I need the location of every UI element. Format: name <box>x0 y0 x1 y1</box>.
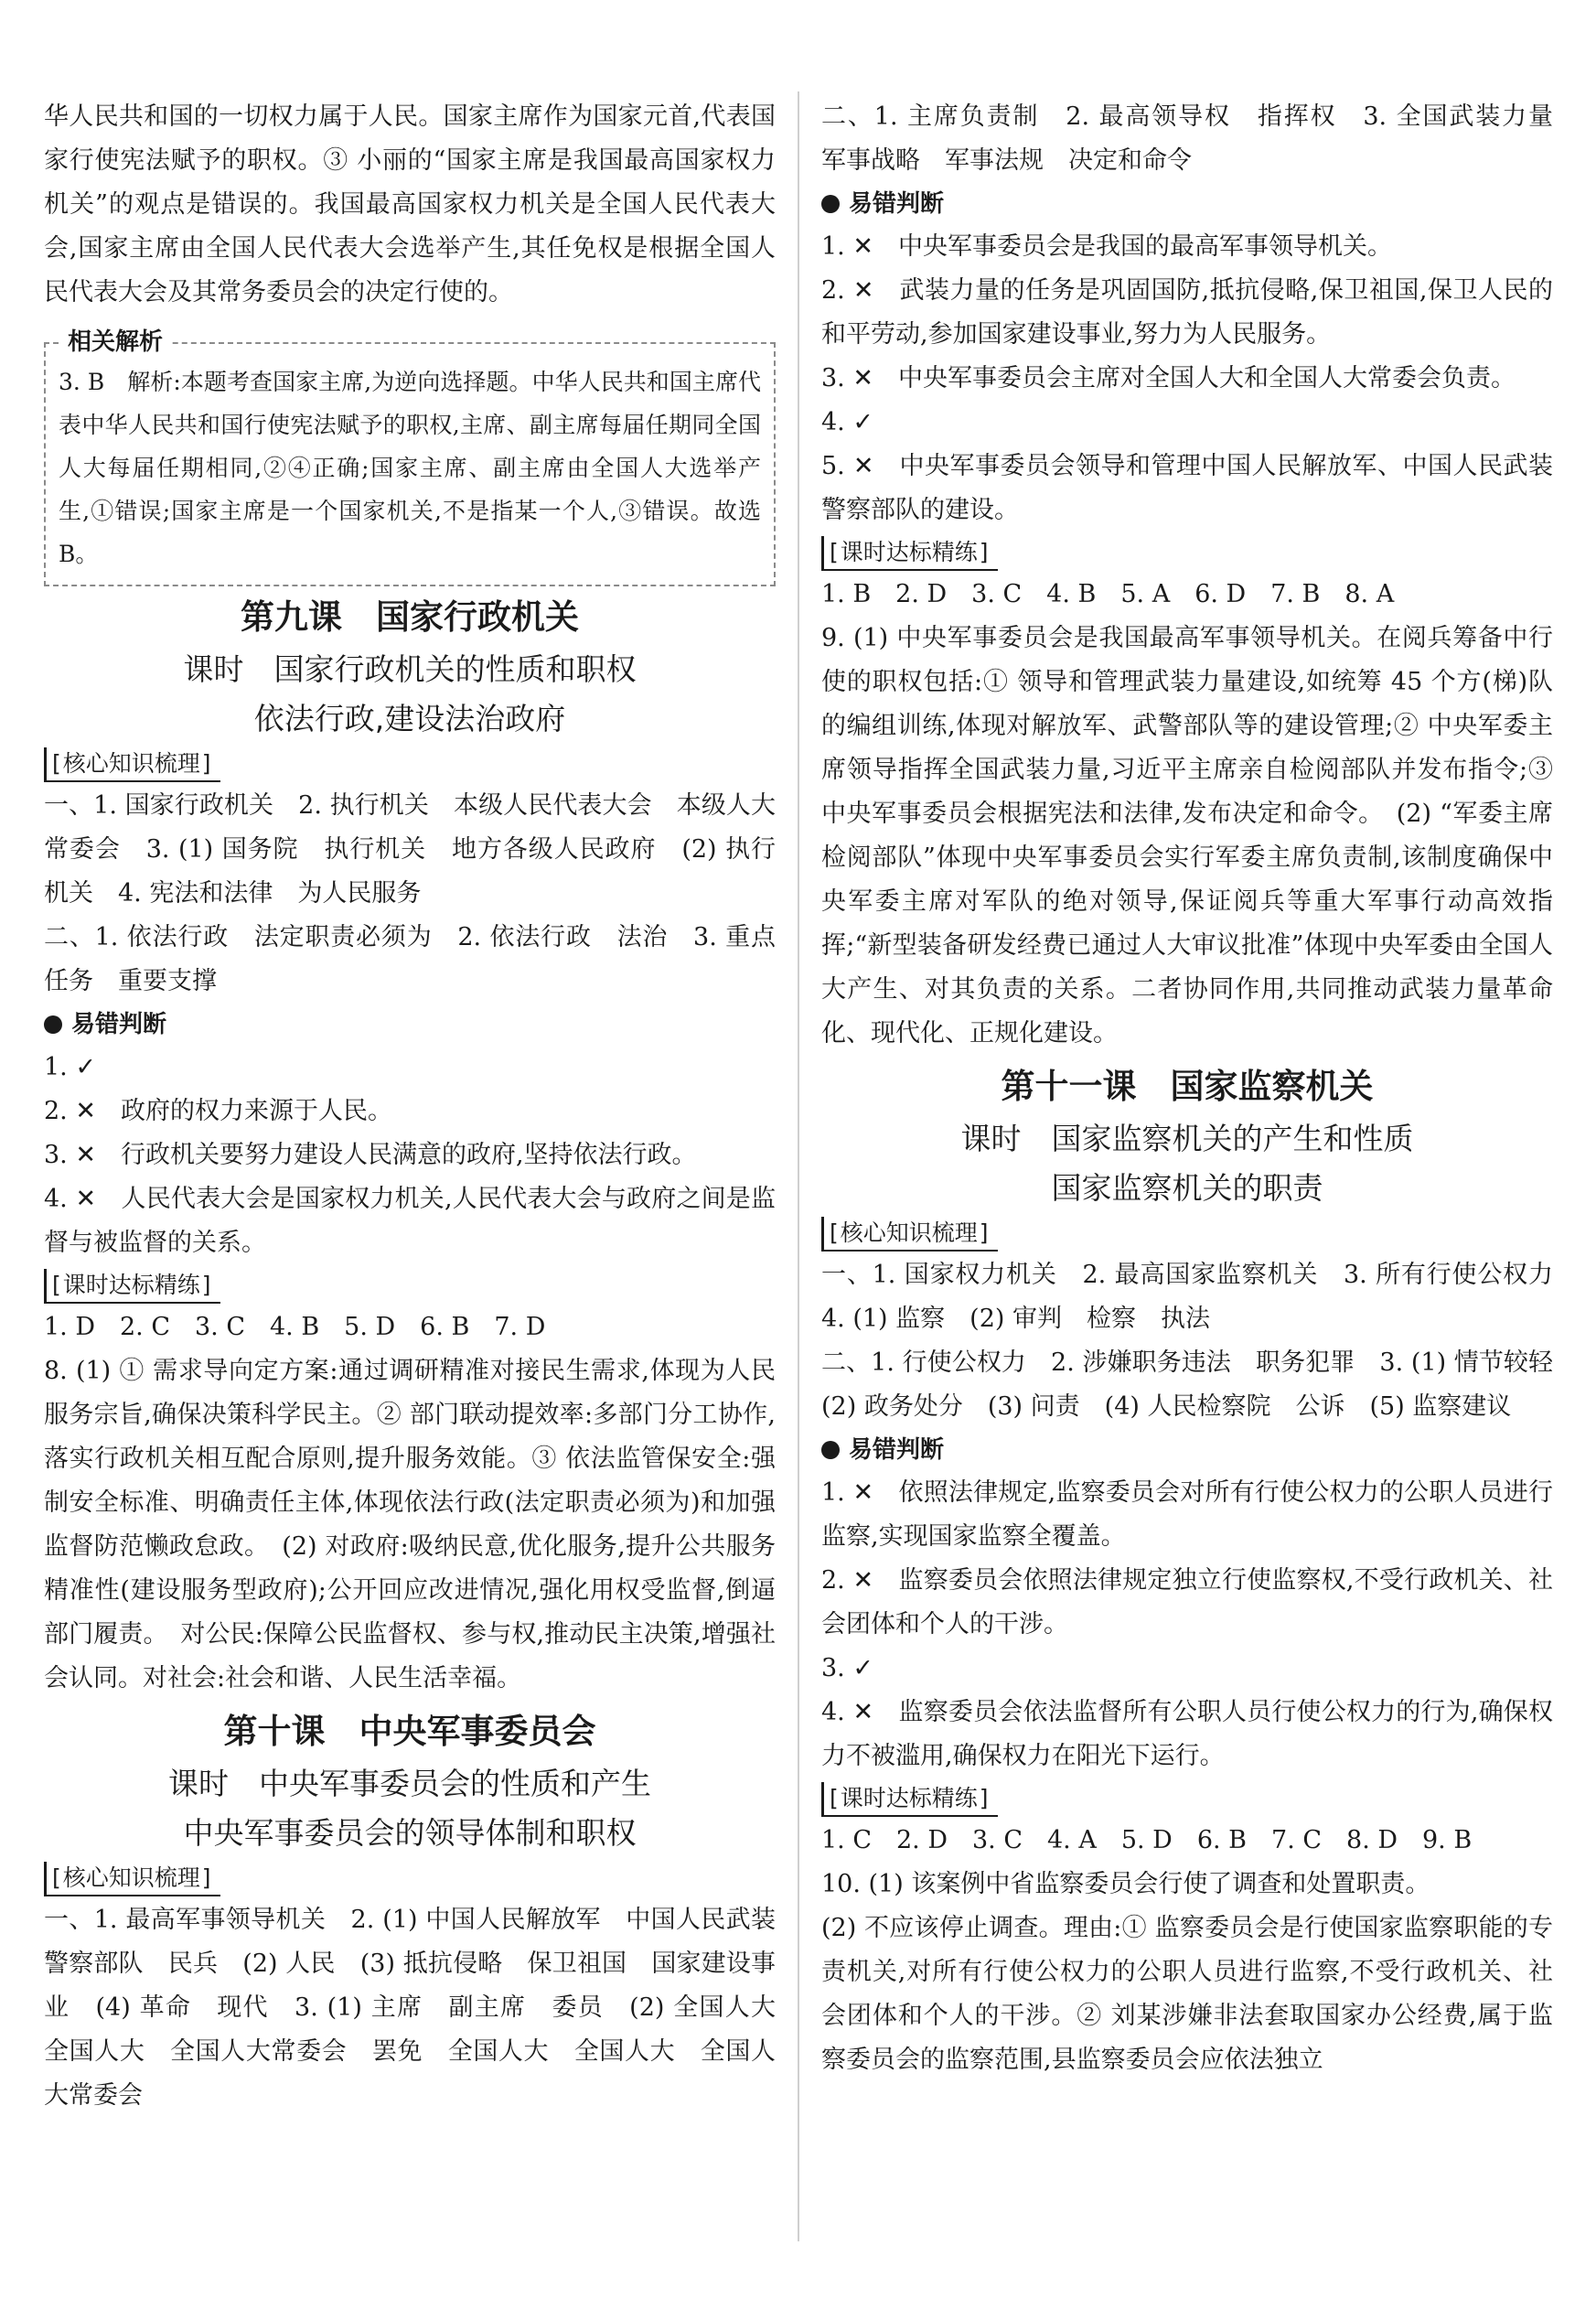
lesson10-judge-title: 易错判断 <box>849 190 945 218</box>
lesson10-judge-2: 2. ✕ 武装力量的任务是巩固国防,抵抗侵略,保卫祖国,保卫人民的和平劳动,参加国家建设事业,努力为人民服务。 <box>821 276 1553 349</box>
bullet-icon <box>821 1441 840 1459</box>
lesson10-subtitle-2: 中央军事委员会的领导体制和职权 <box>183 1815 637 1851</box>
lesson9-practice-answers: 1. D 2. C 3. C 4. B 5. D 6. B 7. D <box>44 1313 546 1341</box>
lesson11-core-2: 二、1. 行使公权力 2. 涉嫌职务违法 职务犯罪 3. (1) 情节较轻 (2) 政务处分 (3) 问责 (4) 人民检察院 公诉 (5) 监察建议 <box>821 1348 1578 1421</box>
intro-paragraph: 华人民共和国的一切权力属于人民。国家主席作为国家元首,代表国家行使宪法赋予的职权。③ 小丽的“国家主席是我国最高国家权力机关”的观点是错误的。我国最高国家权力机关是全国人民代表大会,国家主席由全国人民代表大会选举产生,其任免权是根据全国人民代表大会及其常务委员会的决定行使的。 <box>44 102 776 306</box>
lesson10-judge-3: 3. ✕ 中央军事委员会主席对全国人大和全国人大常委会负责。 <box>821 364 1516 392</box>
lesson10-judge-5: 5. ✕ 中央军事委员会领导和管理中国人民解放军、中国人民武装警察部队的建设。 <box>821 452 1553 524</box>
lesson9-subtitle-1: 课时 国家行政机关的性质和职权 <box>183 651 637 687</box>
lesson9-judge-3: 3. ✕ 行政机关要努力建设人民满意的政府,坚持依法行政。 <box>44 1141 697 1169</box>
lesson11-core-1: 一、1. 国家权力机关 2. 最高国家监察机关 3. 所有行使公权力 4. (1) 监察 (2) 审判 检察 执法 <box>821 1261 1578 1333</box>
lesson9-core-1: 一、1. 国家行政机关 2. 执行机关 本级人民代表大会 本级人大常委会 3. (1) 国务院 执行机关 地方各级人民政府 (2) 执行机关 4. 宪法和法律 为人民服务 <box>44 791 776 908</box>
right-column <box>821 95 1578 2082</box>
lesson11-judge-heading <box>821 1429 1553 1471</box>
lesson9-title: 第九课 国家行政机关 <box>241 597 579 637</box>
lesson10-subtitle-1: 课时 中央军事委员会的性质和产生 <box>168 1766 651 1801</box>
lesson9-practice-tag: [ 课时达标精练 ] <box>44 1269 220 1304</box>
lesson9-judge-heading <box>44 1004 776 1046</box>
lesson9-judge-1: 1. ✓ <box>44 1053 96 1081</box>
column-divider <box>798 91 799 2241</box>
lesson9-judge-4: 4. ✕ 人民代表大会是国家权力机关,人民代表大会与政府之间是监督与被监督的关系。 <box>44 1185 776 1257</box>
lesson11-practice-answers: 1. C 2. D 3. C 4. A 5. D 6. B 7. C 8. D 9. B <box>821 1826 1473 1854</box>
lesson9-subtitle-2: 依法行政,建设法治政府 <box>253 701 566 736</box>
lesson11-judge-3: 3. ✓ <box>821 1654 873 1682</box>
lesson10-judge-4: 4. ✓ <box>821 408 873 436</box>
lesson11-title: 第十一课 国家监察机关 <box>1001 1067 1374 1106</box>
lesson11-subtitle-1: 课时 国家监察机关的产生和性质 <box>960 1121 1414 1156</box>
lesson9-practice-8: 8. (1) ① 需求导向定方案:通过调研精准对接民生需求,体现为人民服务宗旨,确保决策科学民主。② 部门联动提效率:多部门分工协作,落实行政机关相互配合原则,提升服务效能。③ 依法监管保安全:强制安全标准、明确责任主体,体现依法行政(法定职责必须为)和加强监督防范懒政怠政。 (2) 对政府:吸纳民意,优化服务,提升公共服务精准性(建设服务型政府);公开回应改进情况,强化用权受监督,倒逼部门履责。 对公民:保障公民监督权、参与权,推动民主决策,增强社会认同。对社会:社会和谐、人民生活幸福。 <box>44 1357 776 1692</box>
left-column <box>44 95 800 2118</box>
lesson10-judge-1: 1. ✕ 中央军事委员会是我国的最高军事领导机关。 <box>821 232 1392 261</box>
lesson10-judge-heading <box>821 183 1553 225</box>
lesson10-core-tag: [ 核心知识梳理 ] <box>44 1862 220 1896</box>
lesson11-core-tag: [ 核心知识梳理 ] <box>821 1217 998 1252</box>
lesson10-core-2: 二、1. 主席负责制 2. 最高领导权 指挥权 3. 全国武装力量 军事战略 军事法规 决定和命令 <box>821 102 1578 175</box>
lesson11-practice-10-2: (2) 不应该停止调查。理由:① 监察委员会是行使国家监察职能的专责机关,对所有行使公权力的公职人员进行监察,不受行政机关、社会团体和个人的干涉。② 刘某涉嫌非法套取国家办公经费,属于监察委员会的监察范围,县监察委员会应依法独立 <box>821 1914 1553 2074</box>
analysis-box-title: 相关解析 <box>59 324 172 360</box>
lesson9-judge-title: 易错判断 <box>71 1011 167 1038</box>
lesson10-practice-tag: [ 课时达标精练 ] <box>821 536 998 571</box>
lesson11-judge-1: 1. ✕ 依照法律规定,监察委员会对所有行使公权力的公职人员进行监察,实现国家监察全覆盖。 <box>821 1478 1553 1551</box>
lesson10-title: 第十课 中央军事委员会 <box>223 1712 596 1751</box>
lesson9-core-tag: [ 核心知识梳理 ] <box>44 747 220 782</box>
bullet-icon <box>44 1015 62 1034</box>
lesson9-core-2: 二、1. 依法行政 法定职责必须为 2. 依法行政 法治 3. 重点任务 重要支撑 <box>44 923 776 995</box>
lesson11-judge-2: 2. ✕ 监察委员会依照法律规定独立行使监察权,不受行政机关、社会团体和个人的干涉。 <box>821 1566 1553 1638</box>
lesson10-core-1: 一、1. 最高军事领导机关 2. (1) 中国人民解放军 中国人民武装警察部队 民兵 (2) 人民 (3) 抵抗侵略 保卫祖国 国家建设事业 (4) 革命 现代 3. (1) 主席 副主席 委员 (2) 全国人大 全国人大 全国人大常委会 罢免 全国人大 全国人大 全国人大常委会 <box>44 1906 800 2110</box>
lesson11-judge-title: 易错判断 <box>849 1436 945 1464</box>
analysis-box <box>44 328 776 586</box>
lesson11-subtitle-2: 国家监察机关的职责 <box>1051 1170 1323 1206</box>
lesson10-practice-9: 9. (1) 中央军事委员会是我国最高军事领导机关。在阅兵筹备中行使的职权包括:① 领导和管理武装力量建设,如统筹 45 个方(梯)队的编组训练,体现对解放军、武警部队等的建设管理;② 中央军委主席领导指挥全国武装力量,习近平主席亲自检阅部队并发布指令;③ 中央军事委员会根据宪法和法律,发布决定和命令。 (2) “军委主席检阅部队”体现中央军事委员会实行军委主席负责制,该制度确保中央军委主席对军队的绝对领导,保证阅兵等重大军事行动高效指挥;“新型装备研发经费已通过人大审议批准”体现中央军委由全国人大产生、对其负责的关系。二者协同作用,共同推动武装力量革命化、现代化、正规化建设。 <box>821 624 1553 1047</box>
lesson11-judge-4: 4. ✕ 监察委员会依法监督所有公职人员行使公权力的行为,确保权力不被滥用,确保权力在阳光下运行。 <box>821 1698 1553 1770</box>
lesson9-judge-2: 2. ✕ 政府的权力来源于人民。 <box>44 1097 392 1125</box>
bullet-icon <box>821 195 840 213</box>
lesson11-practice-tag: [ 课时达标精练 ] <box>821 1782 998 1817</box>
analysis-box-text: 3. B 解析:本题考查国家主席,为逆向选择题。中华人民共和国主席代表中华人民共和国行使宪法赋予的职权,主席、副主席每届任期同全国人大每届任期相同,②④正确;国家主席、副主席由全国人大选举产生,①错误;国家主席是一个国家机关,不是指某一个人,③错误。故选 B。 <box>59 369 761 567</box>
lesson11-practice-10-1: 10. (1) 该案例中省监察委员会行使了调查和处置职责。 <box>821 1870 1430 1898</box>
lesson10-practice-answers: 1. B 2. D 3. C 4. B 5. A 6. D 7. B 8. A <box>821 580 1395 608</box>
